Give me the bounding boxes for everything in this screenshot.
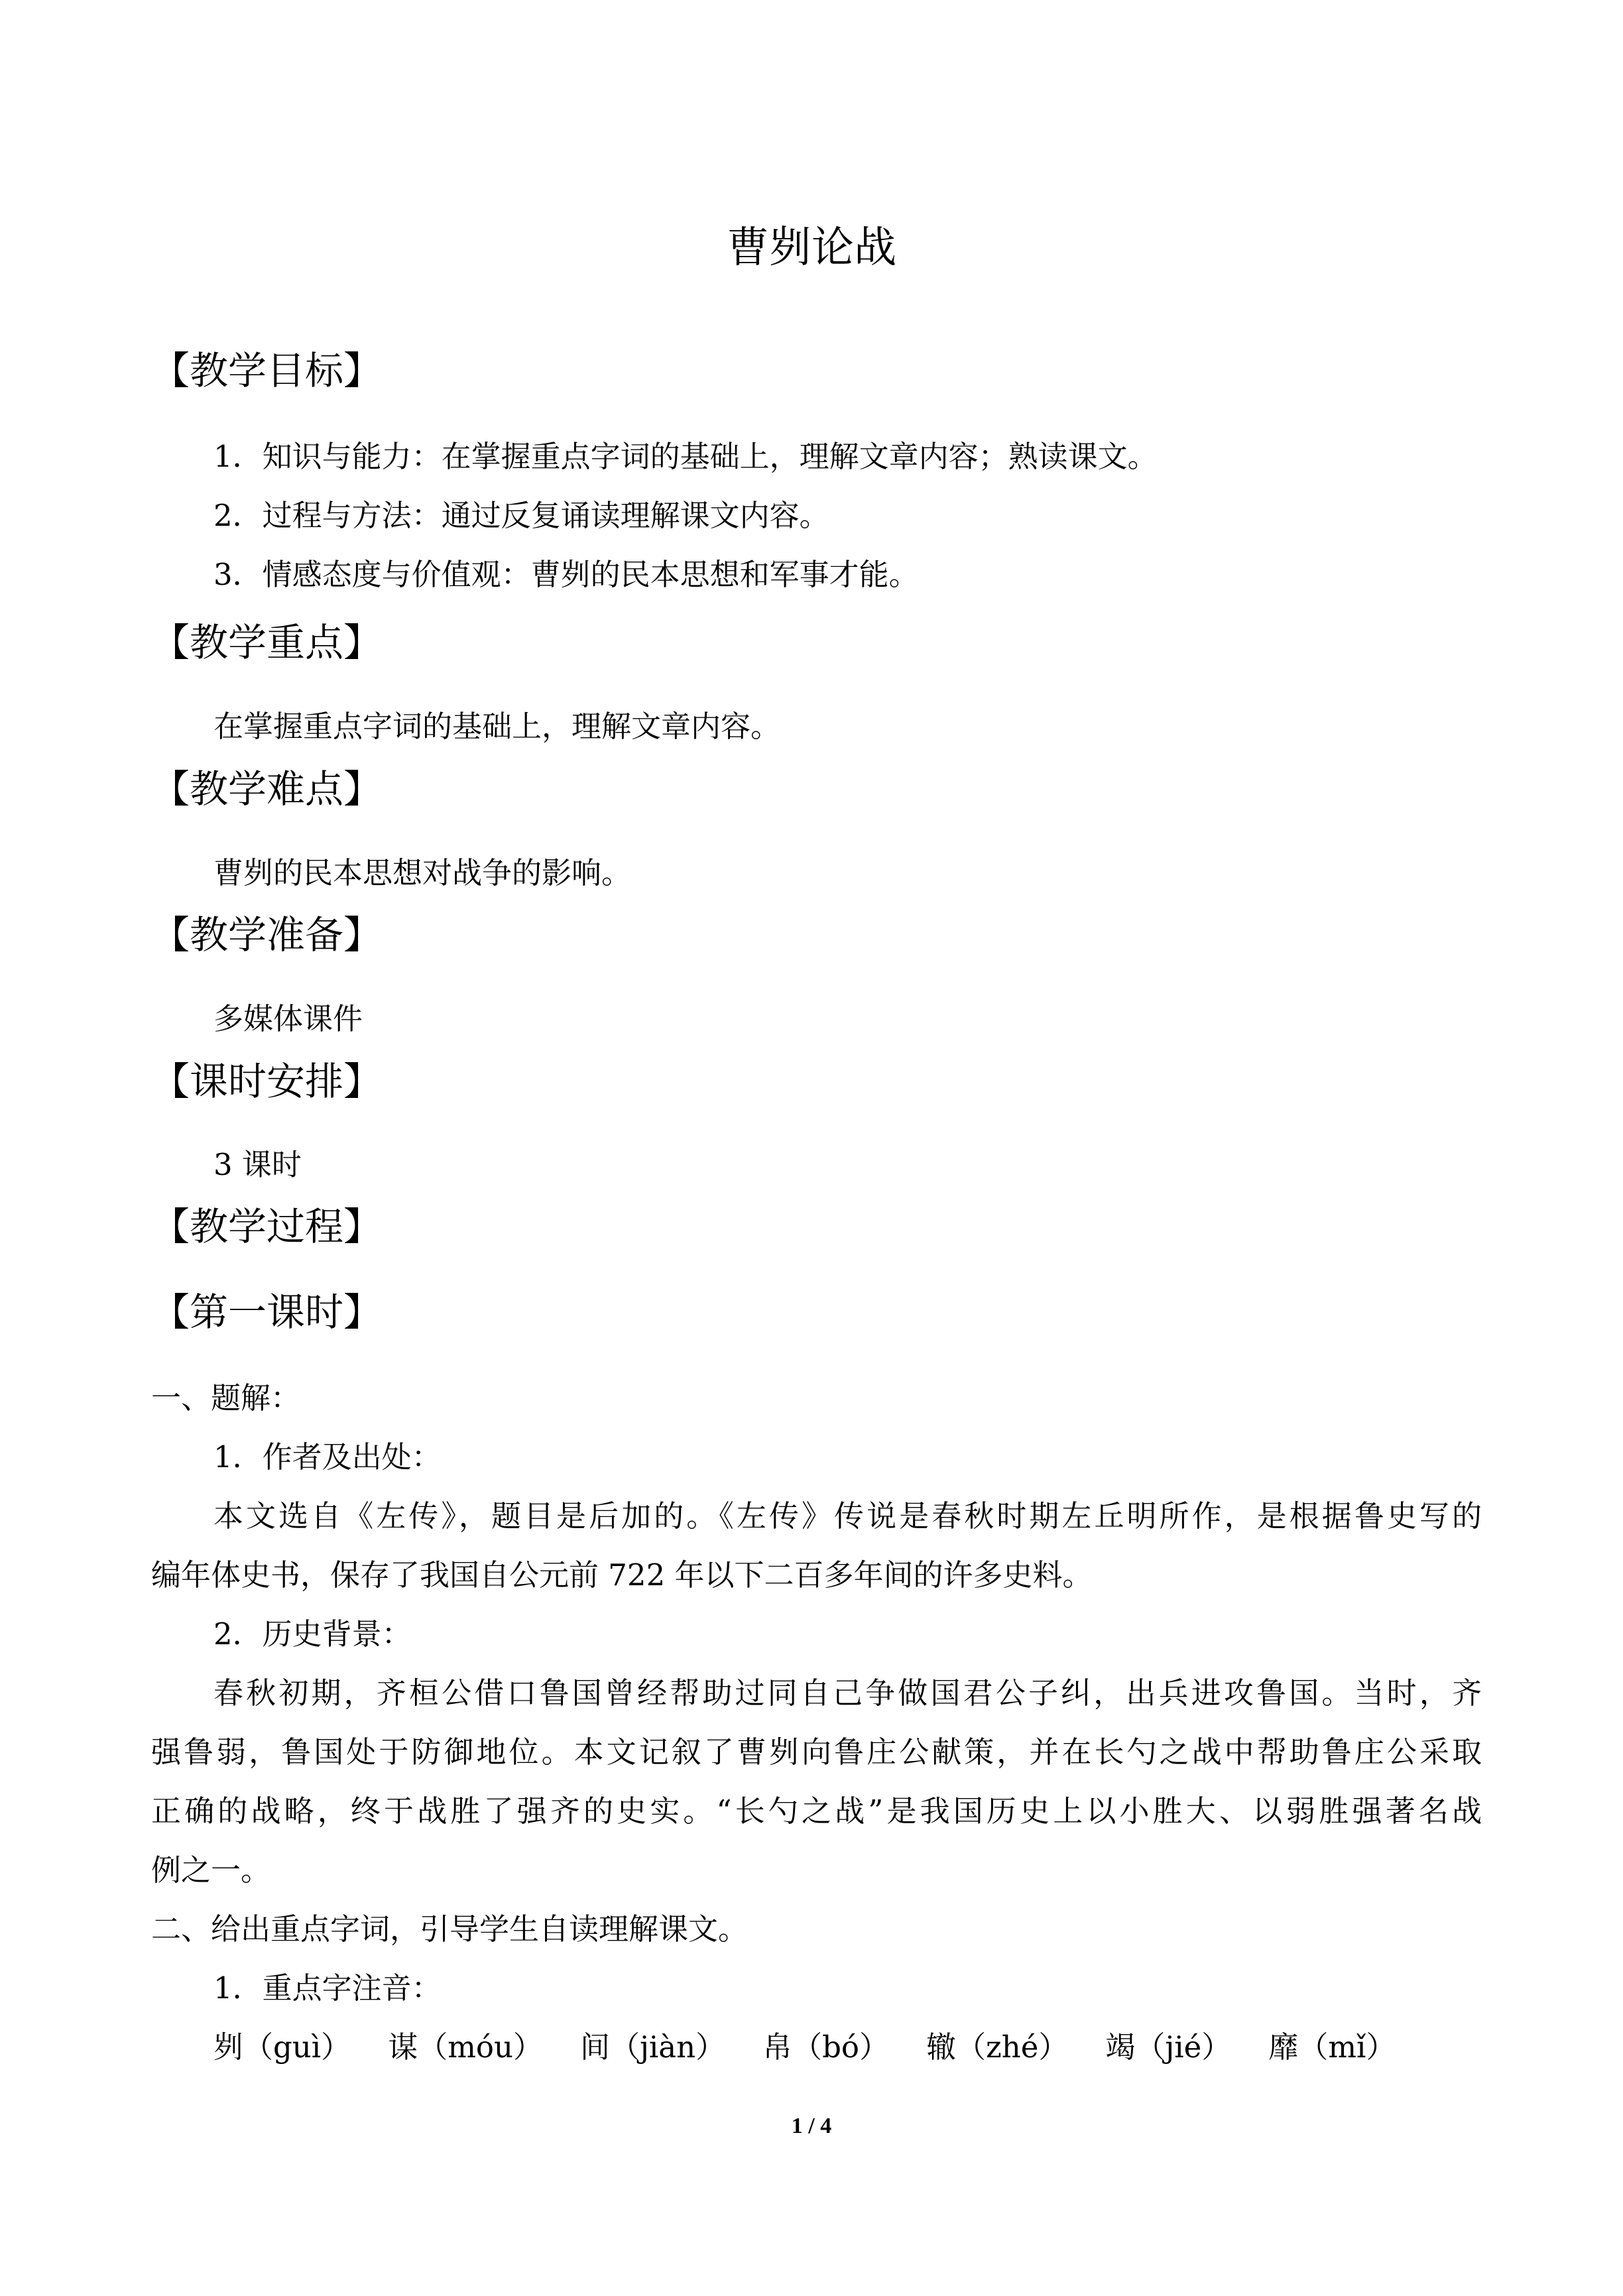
paragraph-line: 编年体史书，保存了我国自公元前 722 年以下二百多年间的许多史料。 (151, 1557, 1093, 1593)
heading-process: 【教学过程】 (151, 1204, 383, 1249)
paragraph-line: 正确的战略，终于战胜了强齐的史实。“长勺之战”是我国历史上以小胜大、以弱胜强著名战 (151, 1793, 1482, 1829)
part2-label: 二、给出重点字词，引导学生自读理解课文。 (151, 1911, 749, 1947)
preparation-text: 多媒体课件 (213, 1001, 363, 1036)
document-title: 曹刿论战 (727, 223, 896, 272)
pinyin-list (213, 2023, 1433, 2066)
paragraph-line: 本文选自《左传》，题目是后加的。《左传》传说是春秋时期左丘明所作，是根据鲁史写的 (213, 1498, 1482, 1534)
heading-schedule: 【课时安排】 (151, 1059, 383, 1104)
pinyin-item: 刿（guì） (213, 2029, 351, 2065)
paragraph-line: 强鲁弱，鲁国处于防御地位。本文记叙了曹刿向鲁庄公献策，并在长勺之战中帮助鲁庄公采取 (151, 1734, 1482, 1770)
objective-item: 2．过程与方法：通过反复诵读理解课文内容。 (213, 498, 829, 533)
part1-sub2-label: 2．历史背景： (213, 1616, 412, 1652)
heading-preparation: 【教学准备】 (151, 912, 383, 957)
pinyin-item: 靡（mǐ） (1268, 2029, 1396, 2065)
part2-sub1-label: 1．重点字注音： (213, 1970, 442, 2006)
pinyin-item: 谋（móu） (388, 2029, 543, 2065)
heading-key-points: 【教学重点】 (151, 620, 383, 665)
part1-sub1-label: 1．作者及出处： (213, 1439, 442, 1475)
pinyin-item: 帛（bó） (762, 2029, 889, 2065)
part1-label: 一、题解： (151, 1380, 301, 1416)
paragraph-line: 例之一。 (151, 1852, 271, 1888)
difficulties-text: 曹刿的民本思想对战争的影响。 (213, 855, 632, 890)
objective-item: 1．知识与能力：在掌握重点字词的基础上，理解文章内容；熟读课文。 (213, 439, 1158, 474)
objective-item: 3．情感态度与价值观：曹刿的民本思想和军事才能。 (213, 557, 919, 592)
heading-difficulties: 【教学难点】 (151, 766, 383, 812)
page-number: 1 / 4 (791, 2114, 832, 2138)
paragraph-line: 春秋初期，齐桓公借口鲁国曾经帮助过同自己争做国君公子纠，出兵进攻鲁国。当时，齐 (213, 1675, 1482, 1711)
schedule-text: 3 课时 (213, 1147, 302, 1182)
pinyin-item: 辙（zhé） (926, 2029, 1069, 2065)
heading-lesson1: 【第一课时】 (151, 1290, 383, 1335)
heading-objectives: 【教学目标】 (151, 348, 383, 393)
pinyin-item: 间（jiàn） (579, 2029, 726, 2065)
pinyin-item: 竭（jié） (1105, 2029, 1232, 2065)
key-points-text: 在掌握重点字词的基础上，理解文章内容。 (213, 709, 781, 744)
